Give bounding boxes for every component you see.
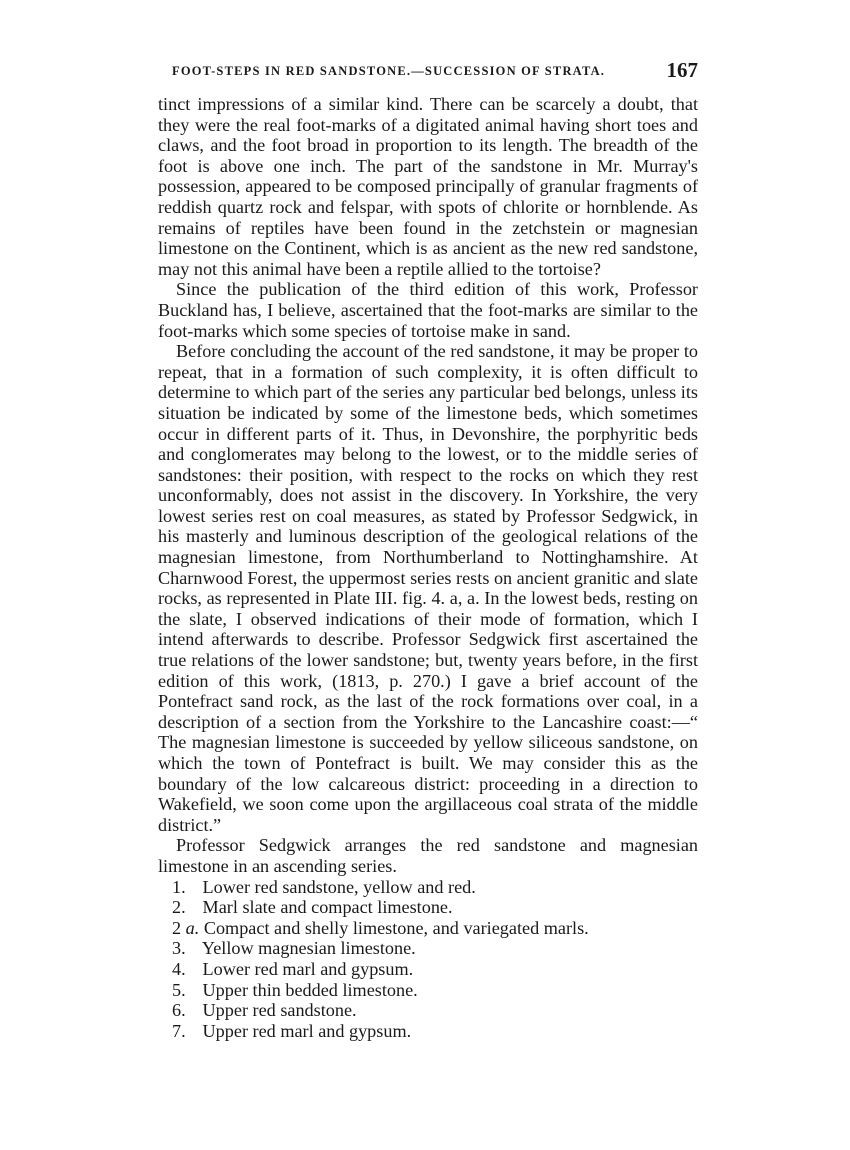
list-item-text: Upper red sandstone. — [202, 1000, 357, 1021]
list-item — [172, 918, 698, 939]
list-item-number: 2. — [172, 897, 186, 918]
list-item — [172, 877, 698, 898]
list-item-number: 1. — [172, 876, 186, 897]
book-page — [158, 58, 698, 1041]
page-number: 167 — [666, 58, 698, 82]
list-item-text: Upper thin bedded limestone. — [202, 979, 418, 1000]
paragraph-red-sandstone: Before concluding the account of the red sandstone, it may be proper to repeat, that in a formation of such complexity, it is often difficult to determine to which part of the series any particular bed belongs, unless its situation be indicated by some of the limestone beds, which sometimes occur in different parts of it. Thus, in Devonshire, the porphyritic beds and conglomerates may belong to the lowest, or to the middle series of sandstones: their position, with respect to the rocks on which they rest unconformably, does not assist in the discovery. In Yorkshire, the very lowest series rest on coal measures, as stated by Professor Sedgwick, in his masterly and luminous description of the geological relations of the magnesian limestone, from Northumberland to Nottinghamshire. At Charnwood Forest, the uppermost series rests on ancient granitic and slate rocks, as represented in Plate III. fig. 4. a, a. In the lowest beds, resting on the slate, I observed indications of their mode of formation, which I intend afterwards to describe. Professor Sedgwick first ascertained the true relations of the lower sandstone; but, twenty years before, in the first edition of this work, (1813, p. 270.) I gave a brief account of the Pontefract sand rock, as the last of the rock formations over coal, in a description of a section from the Yorkshire to the Lancashire coast:—“ The magnesian limestone is succeeded by yellow siliceous sandstone, on which the town of Pontefract is built. We may consider this as the boundary of the low calcareous district: proceeding in a direction to Wakefield, we soon come upon the argillaceous coal strata of the middle district.” — [158, 341, 698, 835]
list-item-number: 6. — [172, 1000, 186, 1021]
list-item — [172, 1000, 698, 1021]
body-text — [158, 94, 698, 877]
list-item-text: Lower red sandstone, yellow and red. — [202, 876, 476, 897]
list-item — [172, 897, 698, 918]
list-item-text: Yellow magnesian limestone. — [201, 938, 416, 959]
list-item — [172, 959, 698, 980]
paragraph-buckland: Since the publication of the third edition of this work, Professor Buckland has, I believe, ascertained that the foot-marks are similar to the foot-marks which some species of tortoise make in sand. — [158, 279, 698, 341]
strata-series-list — [158, 877, 698, 1042]
paragraph-sedgwick-series: Professor Sedgwick arranges the red sandstone and magnesian limestone in an ascending series. — [158, 835, 698, 876]
list-item-text: Marl slate and compact limestone. — [202, 897, 453, 918]
page-header — [158, 58, 698, 88]
list-item — [172, 938, 698, 959]
list-item-number: 2 a. — [172, 917, 200, 938]
list-item-number: 7. — [172, 1020, 186, 1041]
list-item-number: 4. — [172, 958, 186, 979]
list-item-text: Lower red marl and gypsum. — [202, 958, 414, 979]
list-item-number: 3. — [172, 938, 186, 959]
paragraph-continuation: tinct impressions of a similar kind. There can be scarcely a doubt, that they were the real foot-marks of a digitated animal having short toes and claws, and the foot broad in proportion to its length. The breadth of the foot is above one inch. The part of the sandstone in Mr. Murray's possession, appeared to be composed principally of granular fragments of reddish quartz rock and felspar, with spots of chlorite or hornblende. As remains of reptiles have been found in the zetchstein or magnesian limestone on the Continent, which is as ancient as the new red sandstone, may not this animal have been a reptile allied to the tortoise? — [158, 94, 698, 279]
list-item-text: Compact and shelly limestone, and variegated marls. — [203, 917, 589, 938]
list-item-text: Upper red marl and gypsum. — [202, 1020, 412, 1041]
running-head: FOOT-STEPS IN RED SANDSTONE.—SUCCESSION OF STRATA. — [172, 64, 606, 78]
list-item-number: 5. — [172, 979, 186, 1000]
list-item — [172, 980, 698, 1001]
list-item — [172, 1021, 698, 1042]
